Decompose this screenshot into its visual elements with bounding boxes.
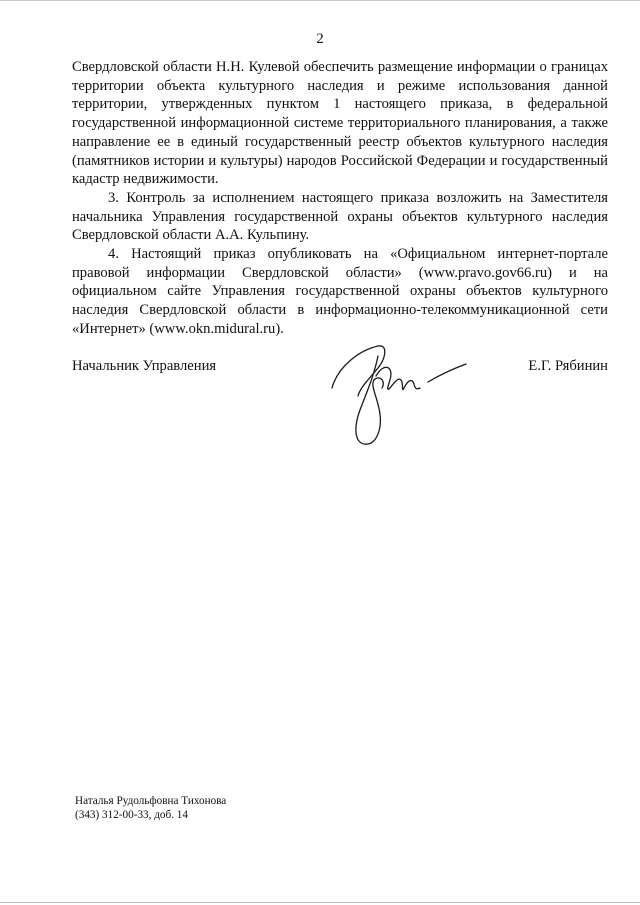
document-body (72, 58, 608, 339)
executor-name: Наталья Рудольфовна Тихонова (75, 795, 227, 807)
paragraph-continuation: Свердловской области Н.Н. Кулевой обеспечить размещение информации о границах территории объекта культурного наследия и режиме использования данной территории, утвержденных пунктом 1 настоящего приказа, в федеральной государственной информационной системе территориального планирования, а также направление ее в единый государственный реестр объектов культурного наследия (памятников истории и культуры) народов Российской Федерации и государственный кадастр недвижимости. (72, 59, 608, 188)
paragraph-3-control: 3. Контроль за исполнением настоящего приказа возложить на Заместителя начальника Управления государственной охраны объектов культурного наследия Свердловской области А.А. Кульпину. (72, 189, 608, 244)
signatory-name: Е.Г. Рябинин (528, 358, 608, 374)
executor-phone: (343) 312-00-33, доб. 14 (75, 809, 188, 821)
handwritten-signature (330, 336, 470, 451)
bottom-edge-line (0, 902, 640, 903)
signatory-position: Начальник Управления (72, 358, 217, 374)
top-edge-line (0, 0, 640, 1)
paragraph-4-publication: 4. Настоящий приказ опубликовать на «Официальном интернет-портале правовой информации Свердловской области» (www.pravo.gov66.ru) и на официальном сайте Управления государственной охраны объектов культурного наследия Свердловской области в информационно-телекоммуникационной сети «Интернет» (www.okn.midural.ru). (72, 246, 608, 337)
executor-info (75, 794, 226, 822)
page-number: 2 (316, 31, 324, 47)
